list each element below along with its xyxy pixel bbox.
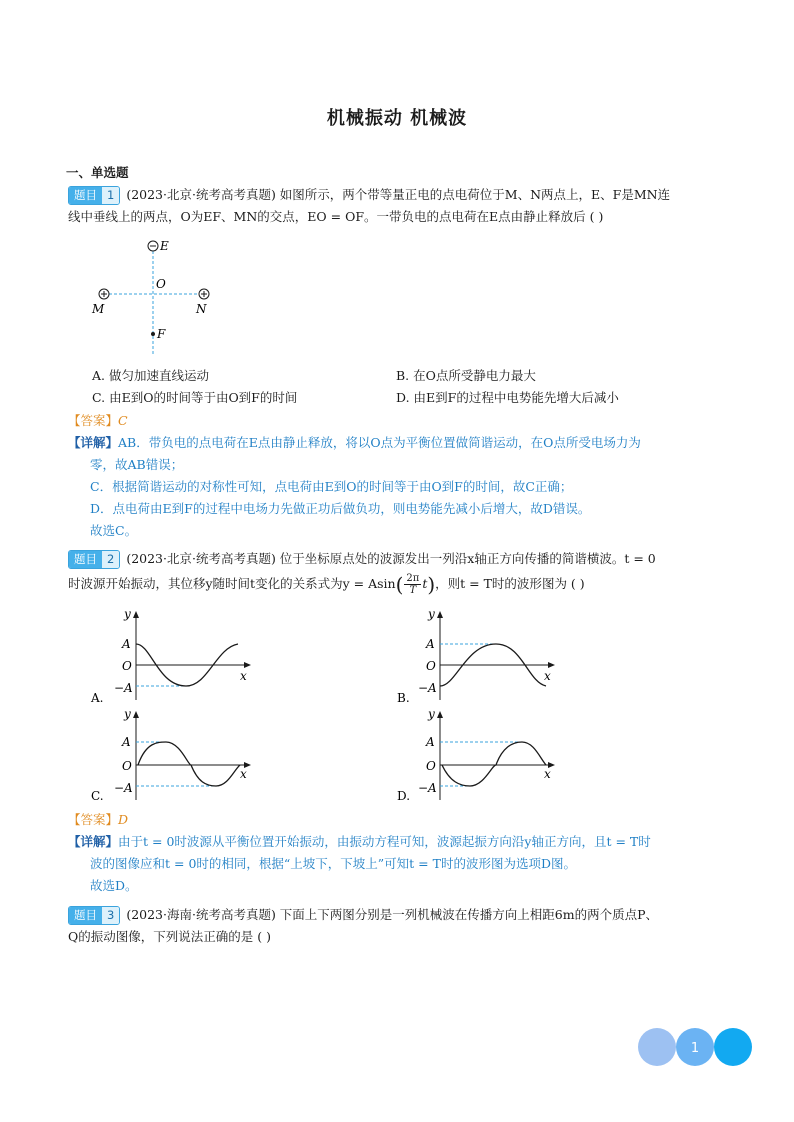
svg-text:O: O bbox=[426, 659, 436, 673]
label-e: E bbox=[160, 239, 169, 253]
svg-text:−A: −A bbox=[418, 681, 437, 695]
detail-line: C．根据简谐运动的对称性可知，点电荷由E到O的时间等于由O到F的时间，故C正确； bbox=[90, 479, 573, 494]
graph-option-label: C. bbox=[91, 789, 104, 803]
fraction: $\frac{2\pi}{T}$ bbox=[406, 573, 420, 596]
question-text: (2023·北京·统考高考真题) 位于坐标原点处的波源发出一列沿x轴正方向传播的简谐横波。t = 0 bbox=[126, 551, 656, 566]
wave-curve bbox=[442, 742, 546, 786]
svg-text:O: O bbox=[426, 759, 436, 773]
svg-text:A: A bbox=[122, 637, 131, 651]
svg-text:y: y bbox=[124, 708, 131, 721]
graph-c[interactable] bbox=[88, 708, 268, 804]
svg-text:O: O bbox=[122, 759, 132, 773]
option-c[interactable]: C. 由E到O的时间等于由O到F的时间 bbox=[92, 390, 298, 405]
charge-diagram bbox=[86, 236, 226, 356]
svg-text:−A: −A bbox=[114, 681, 133, 695]
wave-curve bbox=[138, 742, 240, 786]
option-b[interactable]: B. 在O点所受静电力最大 bbox=[396, 368, 536, 383]
svg-text:x: x bbox=[544, 767, 551, 781]
question-tag: 题目 1 bbox=[68, 186, 120, 205]
svg-text:y: y bbox=[428, 708, 435, 721]
option-d[interactable]: D. 由E到F的过程中电势能先增大后减小 bbox=[396, 390, 619, 405]
graph-option-label: A. bbox=[91, 691, 104, 704]
label-f: F bbox=[157, 327, 166, 341]
detail-line: 【详解】由于t = 0时波源从平衡位置开始振动，由振动方程可知，波源起振方向沿y轴正方向，且t = T时 bbox=[68, 834, 651, 849]
detail-line: 零，故AB错误； bbox=[90, 457, 184, 472]
graph-option-label: B. bbox=[397, 691, 410, 704]
svg-text:A: A bbox=[122, 735, 131, 749]
detail-line: 故选C。 bbox=[90, 523, 138, 538]
label-n: N bbox=[196, 302, 207, 316]
svg-text:x: x bbox=[240, 669, 247, 683]
svg-text:A: A bbox=[426, 735, 435, 749]
answer-line: 【答案】C bbox=[68, 413, 128, 428]
question-text: (2023·北京·统考高考真题) 如图所示，两个带等量正电的点电荷位于M、N两点上，E、F是MN连 bbox=[126, 187, 671, 202]
answer-line: 【答案】D bbox=[68, 812, 129, 827]
question-text: 时波源开始振动，其位移y随时间t变化的关系式为y = Asin( $\frac{2\pi}{T}$ t)，则t = T时的波形图为 ( ) bbox=[68, 572, 585, 597]
question-text: (2023·海南·统考高考真题) 下面上下两图分别是一列机械波在传播方向上相距6m的两个质点P、 bbox=[126, 907, 659, 922]
svg-text:y: y bbox=[124, 608, 131, 621]
page-number-badge bbox=[636, 1026, 756, 1068]
detail-line: D．点电荷由E到F的过程中电场力先做正功后做负功，则电势能先减小后增大，故D错误。 bbox=[90, 501, 591, 516]
graph-d[interactable] bbox=[396, 708, 576, 804]
svg-text:−A: −A bbox=[114, 781, 133, 795]
graph-b[interactable] bbox=[396, 608, 576, 704]
point-f bbox=[151, 332, 155, 336]
question-3 bbox=[68, 904, 728, 948]
svg-text:x: x bbox=[544, 669, 551, 683]
svg-text:y: y bbox=[428, 608, 435, 621]
q2-solution bbox=[68, 809, 728, 897]
label-m: M bbox=[92, 302, 105, 316]
graph-a[interactable] bbox=[88, 608, 268, 704]
page-title: 机械振动 机械波 bbox=[326, 108, 468, 129]
q1-solution bbox=[68, 410, 728, 542]
question-text: 线中垂线上的两点，O为EF、MN的交点，EO = OF。一带负电的点电荷在E点由静止释放后 ( ) bbox=[68, 209, 604, 224]
option-a[interactable]: A. 做匀加速直线运动 bbox=[92, 368, 209, 383]
question-1 bbox=[68, 184, 728, 228]
svg-text:A: A bbox=[426, 637, 435, 651]
detail-line: 波的图像应和t = 0时的相同，根据“上坡下，下坡上”可知t = T时的波形图为选项D图。 bbox=[90, 856, 576, 871]
svg-text:x: x bbox=[240, 767, 247, 781]
detail-line: 【详解】AB．带负电的点电荷在E点由静止释放，将以O点为平衡位置做简谐运动，在O点所受电场力为 bbox=[68, 435, 641, 450]
svg-text:−A: −A bbox=[418, 781, 437, 795]
question-2 bbox=[68, 548, 728, 599]
question-tag: 题目 2 bbox=[68, 550, 120, 569]
section-heading: 一、单选题 bbox=[66, 165, 129, 180]
graph-option-label: D. bbox=[397, 789, 411, 803]
question-tag: 题目 3 bbox=[68, 906, 120, 925]
svg-text:O: O bbox=[122, 659, 132, 673]
page-number: 1 bbox=[690, 1041, 700, 1056]
question-text: Q的振动图像，下列说法正确的是 ( ) bbox=[68, 929, 271, 944]
label-o: O bbox=[156, 277, 166, 291]
detail-line: 故选D。 bbox=[90, 878, 138, 893]
